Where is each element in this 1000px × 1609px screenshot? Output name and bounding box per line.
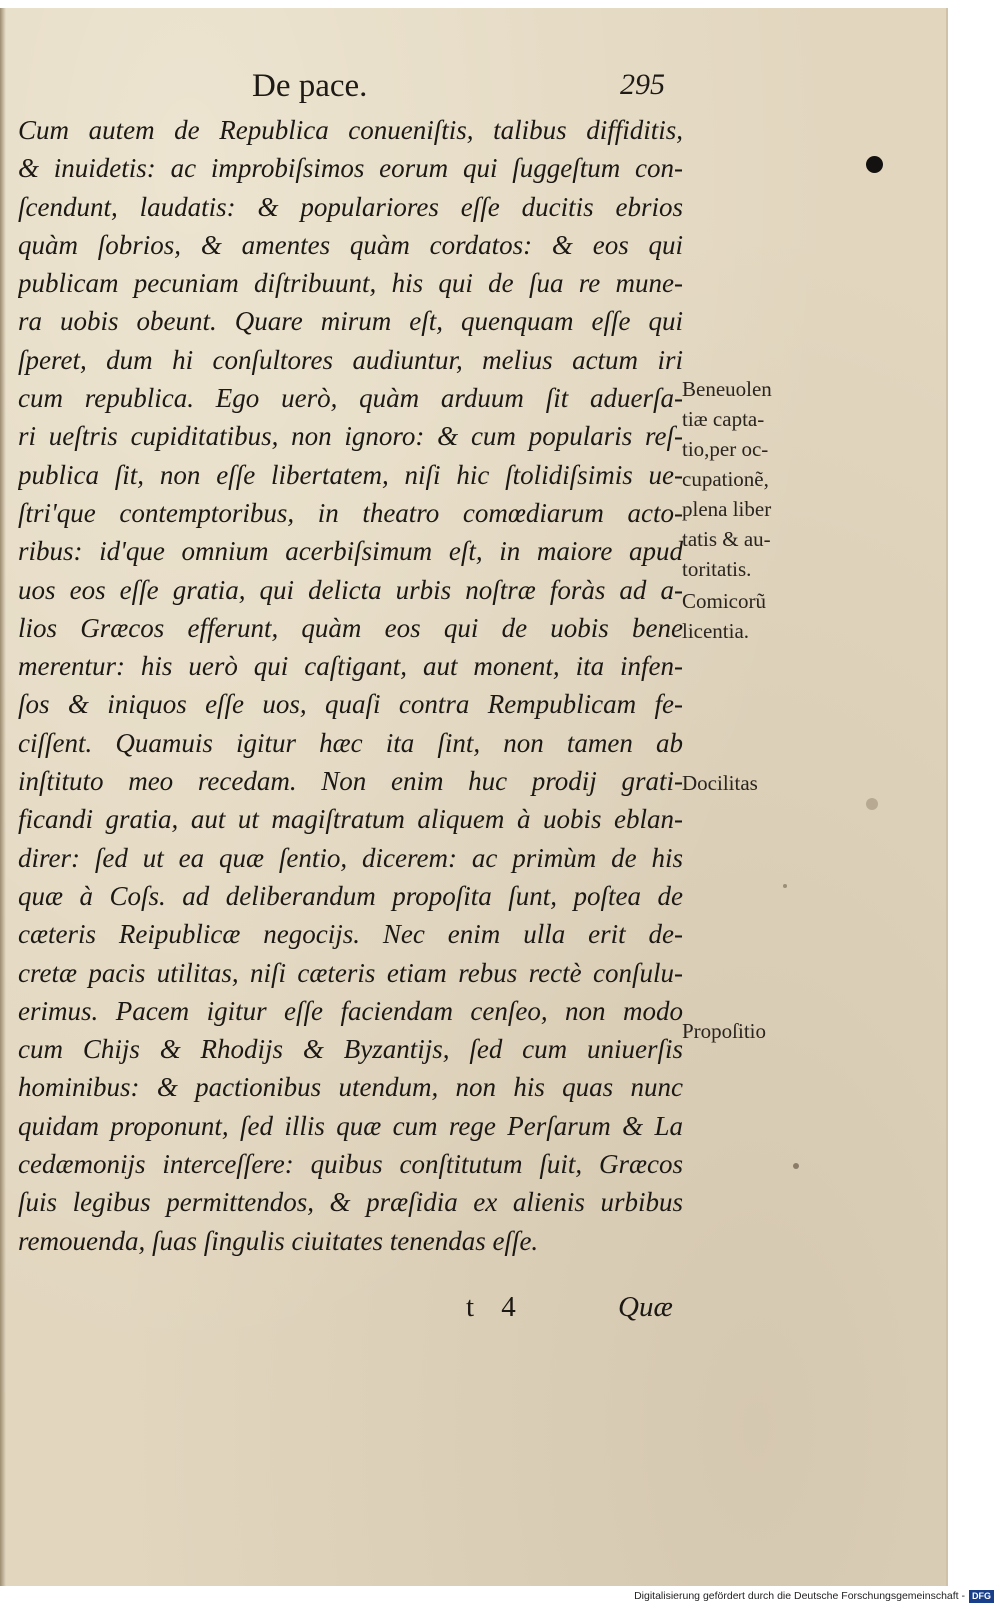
text-line: ri ueſtris cupiditatibus, non ignoro: & cum popularis reſ- (18, 421, 683, 452)
text-line: erimus. Pacem igitur eſſe faciendam cenſeo, non modo (18, 995, 683, 1026)
margin-note-line: tiæ capta- (682, 407, 765, 431)
text-line: ficandi gratia, aut ut magiſtratum aliquem à uobis eblan- (18, 804, 683, 835)
margin-note-propositio: Propoſitio (682, 1019, 767, 1043)
ink-spot (783, 884, 787, 888)
text-line: ſperet, dum hi conſultores audiuntur, melius actum iri (18, 344, 683, 375)
margin-note-line: toritatis. (682, 557, 752, 581)
text-line: cedæmonijs interceſſere: quibus conſtitutum ſuit, Græcos (18, 1149, 683, 1180)
margin-note-line: plena liber (682, 497, 772, 521)
margin-note-beneuolentia (682, 374, 832, 584)
text-line: publica ſit, non eſſe libertatem, niſi hic ſtolidiſsimis ue- (18, 459, 683, 490)
text-line: quàm ſobrios, & amentes quàm cordatos: & eos qui (18, 229, 683, 260)
dfg-logo: DFG (969, 1590, 994, 1603)
text-line: cæteris Reipublicæ negocijs. Nec enim ulla erit de- (18, 919, 683, 950)
text-line: ciſſent. Quamuis igitur hæc ita ſint, non tamen ab (18, 727, 683, 758)
text-line: cum republica. Ego uerò, quàm arduum ſit aduerſa- (18, 383, 683, 414)
text-line: & inuidetis: ac improbiſsimos eorum qui ſuggeſtum con- (18, 153, 683, 184)
digitization-footer (634, 1589, 994, 1603)
book-page (0, 8, 948, 1586)
text-line: ſtri'que contemptoribus, in theatro comœdiarum acto- (18, 497, 683, 528)
ink-spot (866, 798, 878, 810)
ink-spot (793, 1163, 799, 1169)
body-text (18, 111, 683, 1260)
text-line: cum Chijs & Rhodijs & Byzantijs, ſed cum uniuerſis (18, 1034, 683, 1065)
text-line: ſcendunt, laudatis: & populariores eſſe ducitis ebrios (18, 191, 683, 222)
text-line: Cum autem de Republica conueniſtis, talibus diffiditis, (18, 115, 683, 145)
text-line: quæ à Coſs. ad deliberandum propoſita ſunt, poſtea de (18, 880, 683, 911)
text-line: hominibus: & pactionibus utendum, non his quas nunc (18, 1072, 683, 1103)
margin-note-line: licentia. (682, 619, 750, 643)
text-line: direr: ſed ut ea quæ ſentio, dicerem: ac primùm de his (18, 842, 683, 873)
footer-credit: Digitalisierung gefördert durch die Deutsche Forschungsgemeinschaft - (634, 1590, 965, 1602)
running-head: De pace. (252, 68, 368, 104)
ink-spot (866, 156, 883, 173)
margin-note-comicorum (682, 586, 832, 646)
text-line: uos eos eſſe gratia, qui delicta urbis noſtræ foràs ad a- (18, 574, 683, 605)
text-line: lios Græcos efferunt, quàm eos qui de uobis bene (18, 612, 683, 643)
text-line: cretæ pacis utilitas, niſi cæteris etiam rebus rectè conſulu- (18, 957, 683, 988)
margin-note-line: cupationẽ, (682, 467, 769, 491)
margin-note-line: tatis & au- (682, 527, 771, 551)
text-line: inſtituto meo recedam. Non enim huc prodij grati- (18, 766, 683, 797)
catchword: Quæ (618, 1291, 673, 1323)
text-line: publicam pecuniam diſtribuunt, his qui de ſua re mune- (18, 268, 683, 299)
margin-note-line: Beneuolen (682, 377, 772, 401)
text-line: ſos & iniquos eſſe uos, quaſi contra Rempublicam fe- (18, 689, 683, 720)
text-line: ra uobis obeunt. Quare mirum eſt, quenquam eſſe qui (18, 306, 683, 337)
text-line: ribus: id'que omnium acerbiſsimum eſt, in maiore apud (18, 536, 683, 567)
page-gutter-shadow (0, 8, 6, 1586)
signature-mark: t 4 (466, 1291, 526, 1323)
page-number: 295 (620, 68, 665, 101)
text-line: ſuis legibus permittendos, & præſidia ex alienis urbibus (18, 1187, 683, 1218)
margin-note-docilitas: Docilitas (682, 771, 758, 795)
margin-note-line: Comicorũ (682, 589, 766, 613)
text-line: remouenda, ſuas ſingulis ciuitates tenendas eſſe. (18, 1225, 539, 1256)
margin-note-line: tio,per oc- (682, 437, 769, 461)
text-line: merentur: his uerò qui caſtigant, aut monent, ita infen- (18, 651, 683, 682)
text-line: quidam proponunt, ſed illis quæ cum rege Perſarum & La (18, 1110, 683, 1141)
